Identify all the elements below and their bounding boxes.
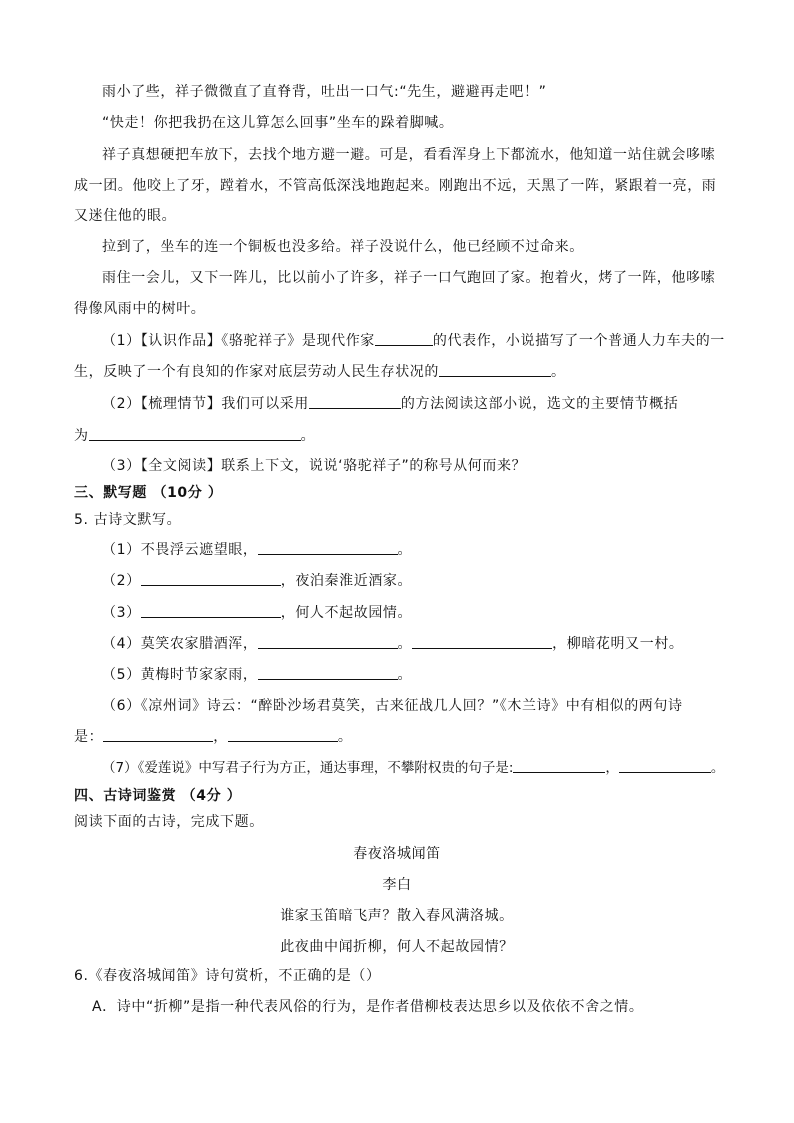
question-3-1-cont <box>74 362 728 382</box>
item-text: （5）黄梅时节家家雨， <box>102 667 258 683</box>
answer-blank[interactable] <box>513 758 605 773</box>
section-heading: 四、古诗词鉴赏 （4分 ） <box>74 788 242 804</box>
answer-blank[interactable] <box>309 394 401 409</box>
answer-blank[interactable] <box>228 727 338 742</box>
recite-item-2 <box>102 571 728 591</box>
recite-item-6: （6）《凉州词》诗云：“醉卧沙场君莫笑，古来征战几人回？”《木兰诗》中有相似的两句诗 <box>102 698 683 714</box>
answer-blank[interactable] <box>439 362 551 377</box>
question-text: 的方法阅读这部小说，选文的主要情节概括 <box>400 396 679 412</box>
question-text: 。 <box>551 364 566 380</box>
item-text: 。 <box>337 729 353 745</box>
passage-paragraph: 祥子真想硬把车放下，去找个地方避一避。可是，看看浑身上下都流水，他知道一站住就会哆嗦 <box>102 147 716 163</box>
item-text: 是： <box>74 729 104 745</box>
answer-blank[interactable] <box>89 426 301 441</box>
answer-blank[interactable] <box>375 331 433 346</box>
recite-item-3 <box>102 603 728 623</box>
passage-paragraph: 又迷住他的眼。 <box>74 208 177 224</box>
question-3-1 <box>102 331 728 351</box>
poem-line: 此夜曲中闻折柳，何人不起故园情？ <box>280 939 514 955</box>
poem-author: 李白 <box>382 877 412 893</box>
recite-item-7 <box>102 758 728 778</box>
answer-blank[interactable] <box>619 758 711 773</box>
item-text: ， <box>213 729 228 745</box>
item-text: （7）《爱莲说》中写君子行为方正，通达事理，不攀附权贵的句子是: <box>102 760 514 776</box>
option-a: A．诗中“折柳”是指一种代表风俗的行为，是作者借柳枝表达思乡以及依依不舍之情。 <box>92 999 644 1015</box>
passage-paragraph: 雨住一会儿，又下一阵儿，比以前小了许多，祥子一口气跑回了家。抱着火，烤了一阵，他哆嗦 <box>102 270 716 286</box>
question-3-2-cont <box>74 426 728 446</box>
recite-item-5 <box>102 665 728 685</box>
question-6: 6.《春夜洛城闻笛》诗句赏析，不正确的是（） <box>74 968 381 984</box>
answer-blank[interactable] <box>258 634 398 649</box>
answer-blank[interactable] <box>103 727 213 742</box>
item-text: （3） <box>102 605 141 621</box>
item-text: （2） <box>102 573 141 589</box>
question-3-3: （3）【全文阅读】联系上下文，说说‘骆驼祥子”的称号从何而来？ <box>102 458 527 474</box>
passage-paragraph: 得像风雨中的树叶。 <box>74 301 206 317</box>
recite-item-1 <box>102 540 728 560</box>
passage-paragraph: 拉到了，坐车的连一个铜板也没多给。祥子没说什么，他已经顾不过命来。 <box>102 239 584 255</box>
question-3-2 <box>102 394 728 414</box>
item-text: （4）莫笑农家腊酒浑， <box>102 636 258 652</box>
question-text: 生，反映了一个有良知的作家对底层劳动人民生存状况的 <box>74 364 439 380</box>
answer-blank[interactable] <box>141 571 281 586</box>
question-text: （1）【认识作品】《骆驼祥子》是现代作家 <box>102 333 375 349</box>
recite-item-4 <box>102 634 728 654</box>
item-text: （1）不畏浮云遮望眼， <box>102 542 258 558</box>
item-text: ，柳暗花明又一村。 <box>552 636 684 652</box>
answer-blank[interactable] <box>258 540 398 555</box>
item-text: ，何人不起故园情。 <box>280 605 413 621</box>
item-text: 。 <box>710 760 725 776</box>
question-text: （2）【梳理情节】我们可以采用 <box>102 396 309 412</box>
question-text: 的代表作，小说描写了一个普通人力车夫的一 <box>432 333 725 349</box>
item-text: 。 <box>397 542 413 558</box>
poem-line: 谁家玉笛暗飞声？散入春风满洛城。 <box>280 908 514 924</box>
passage-paragraph: 雨小了些，祥子微微直了直脊背，吐出一口气:“先生，避避再走吧！” <box>102 84 547 100</box>
question-text: 为 <box>74 428 89 444</box>
answer-blank[interactable] <box>141 603 281 618</box>
answer-blank[interactable] <box>258 665 398 680</box>
recite-item-6-cont <box>74 727 728 747</box>
passage-paragraph: 成一团。他咬上了牙，蹚着水，不管高低深浅地跑起来。刚跑出不远，天黑了一阵，紧跟着一亮，雨 <box>74 178 717 194</box>
answer-blank[interactable] <box>412 634 552 649</box>
item-text: 。 <box>397 636 413 652</box>
item-text: ，夜泊秦淮近酒家。 <box>280 573 413 589</box>
passage-paragraph: “快走！你把我扔在这儿算怎么回事”坐车的跺着脚喊。 <box>102 115 454 131</box>
question-5: 5. 古诗文默写。 <box>74 512 182 528</box>
section-heading: 三、默写题 （10分 ） <box>74 485 223 501</box>
section-intro: 阅读下面的古诗，完成下题。 <box>74 814 264 830</box>
item-text: ， <box>605 760 619 776</box>
question-text: 。 <box>300 428 316 444</box>
poem-title: 春夜洛城闻笛 <box>353 846 441 862</box>
item-text: 。 <box>397 667 413 683</box>
